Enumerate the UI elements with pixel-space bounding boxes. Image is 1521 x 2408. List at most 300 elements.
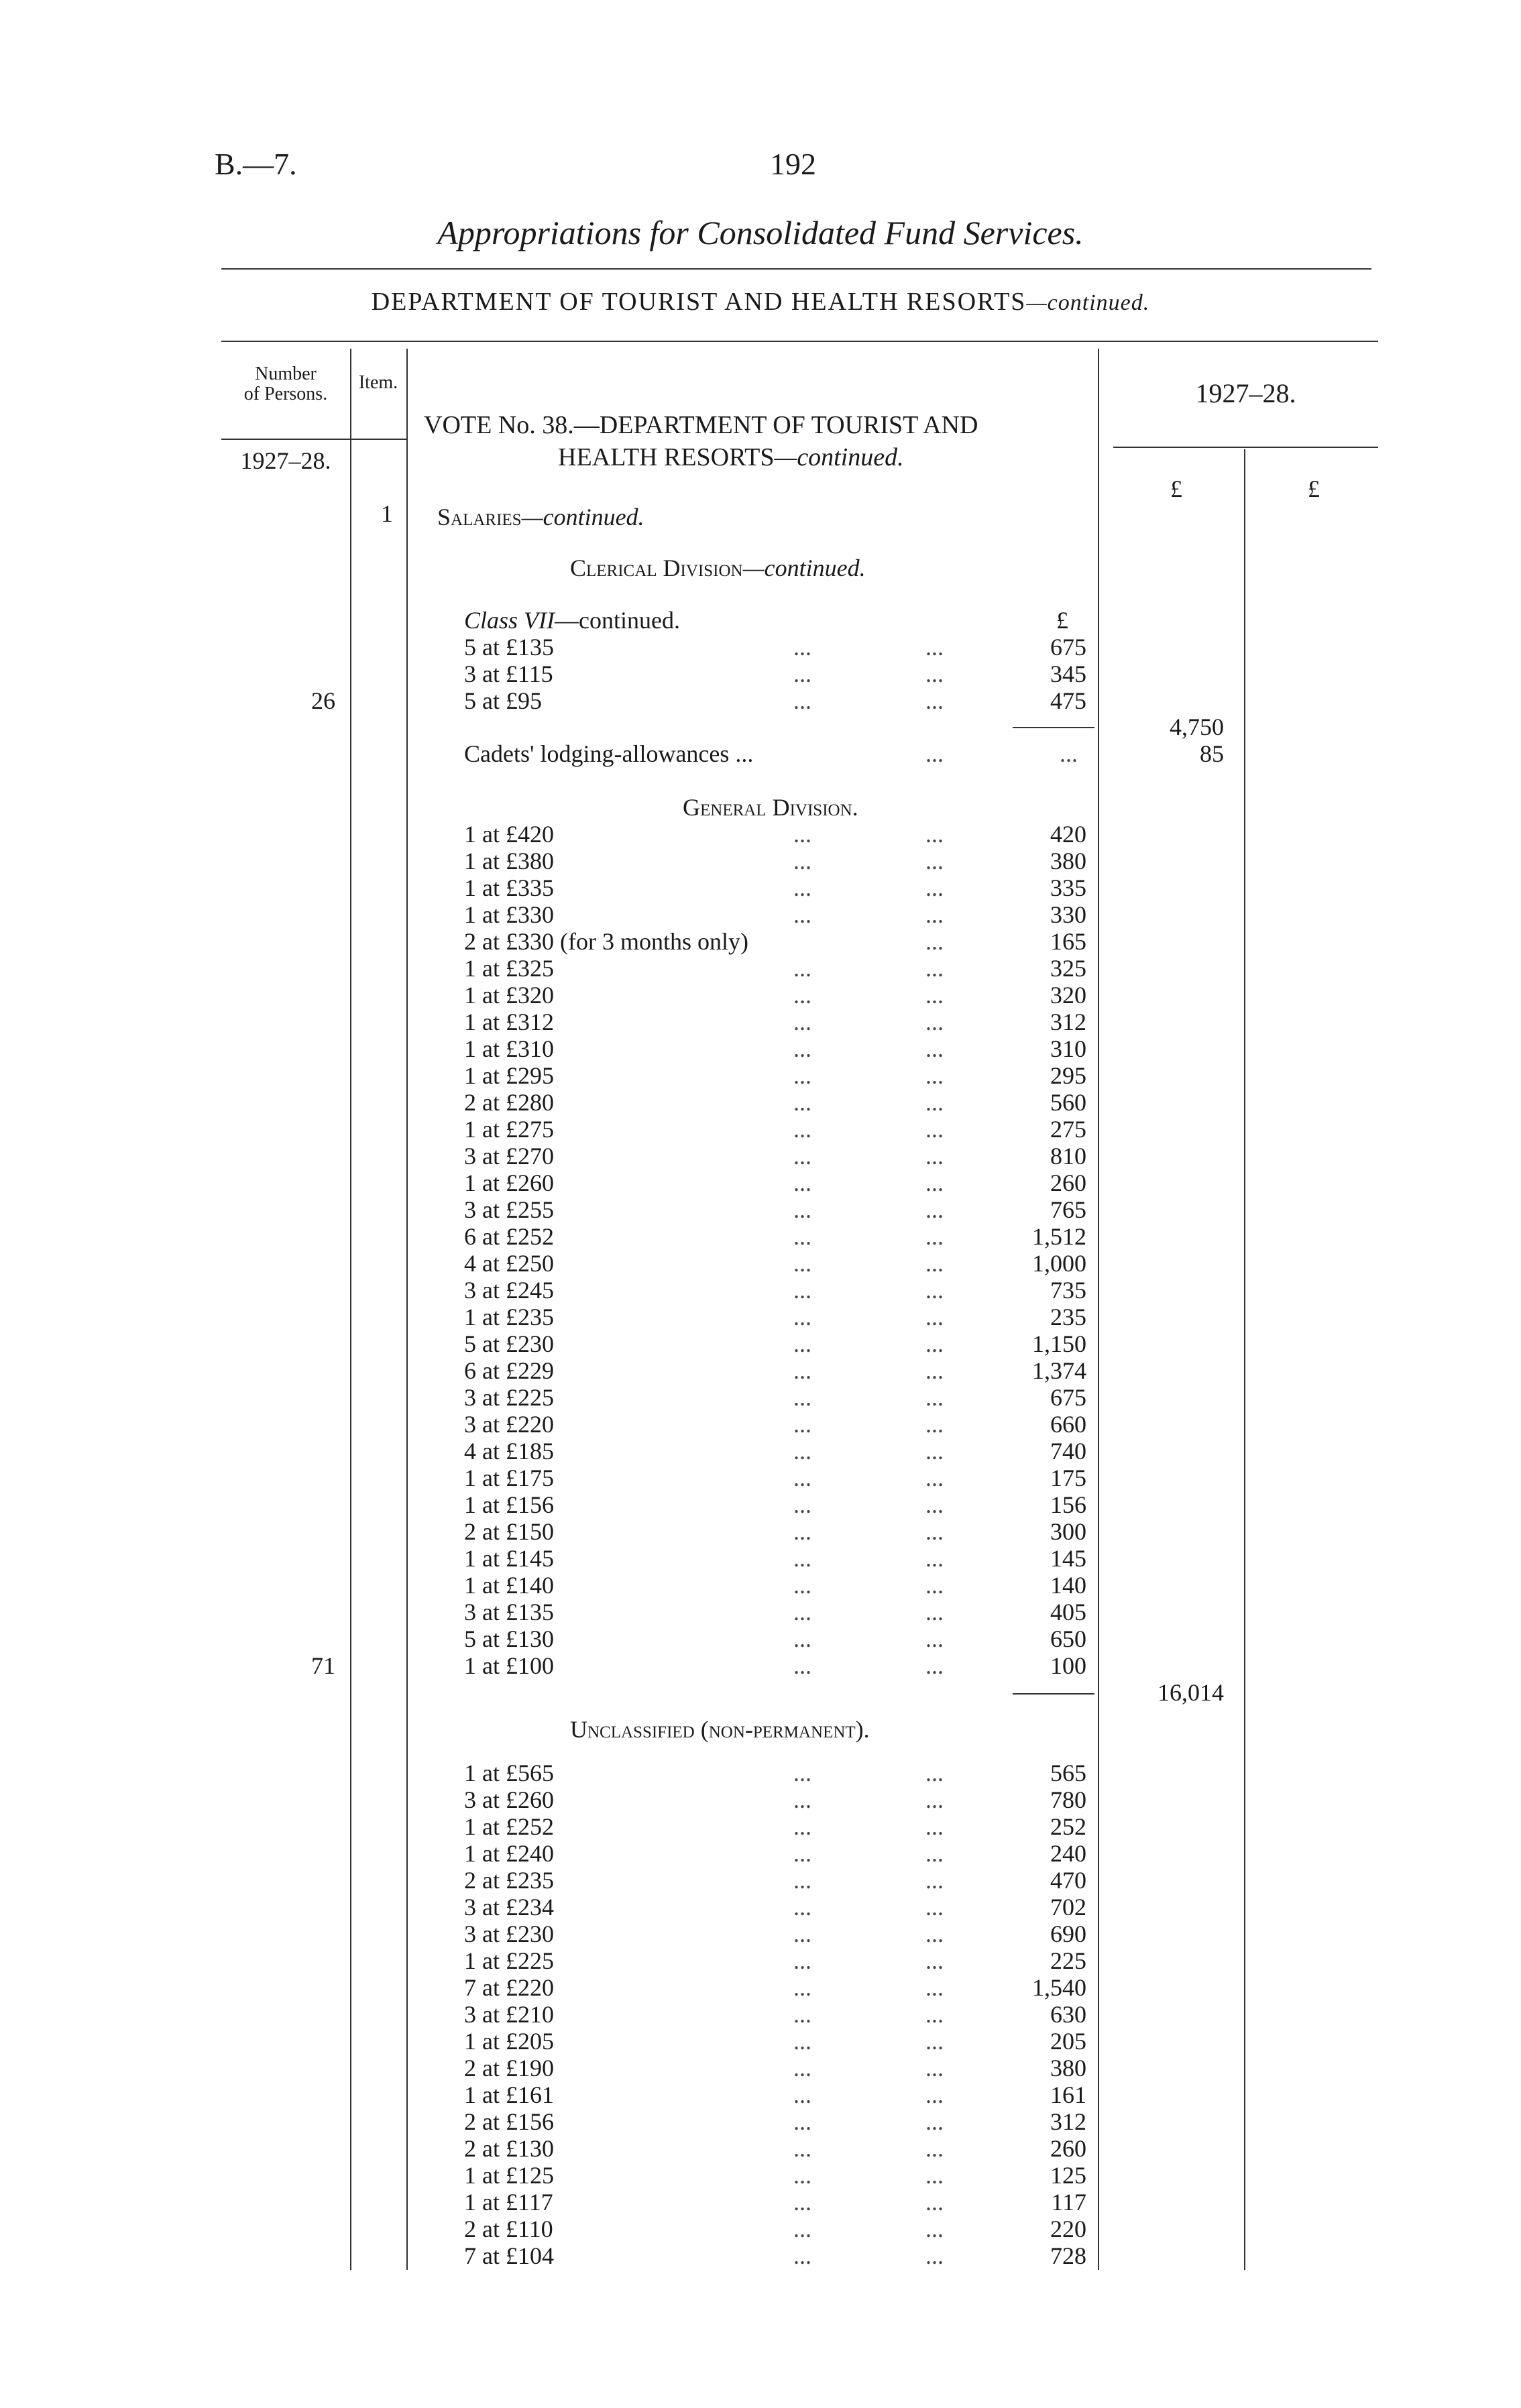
leader-dots: ... [793,1062,811,1089]
leader-dots: ... [925,1572,944,1599]
leader-dots: ... [925,1116,944,1143]
row-description: 3 at £135 [464,1599,554,1625]
salary-row [0,1357,1521,1383]
salary-row [0,874,1521,901]
leader-dots: ... [925,2135,944,2162]
salary-row [0,2054,1521,2081]
leader-dots: ... [793,1867,811,1894]
salary-row [0,1410,1521,1437]
row-description: 3 at £115 [464,661,553,687]
salary-row [0,901,1521,927]
leader-dots: ... [925,2242,944,2269]
row-amount: 702 [1050,1894,1086,1920]
salary-row [0,1517,1521,1544]
salaries-suffix: —continued. [521,504,644,530]
leader-dots: ... [793,1089,811,1116]
leader-dots: ... [793,2081,811,2108]
leader-dots: ... [925,821,944,848]
salary-row [0,1062,1521,1088]
leader-dots: ... [793,2001,811,2028]
leader-dots: ... [793,2055,811,2081]
clerical-heading-suffix: —continued. [742,555,866,581]
row-description: 2 at £280 [464,1089,554,1116]
leader-dots: ... [793,1813,811,1840]
leader-dots: ... [925,1250,944,1277]
row-description: 7 at £104 [464,2242,554,2269]
row-amount: 1,000 [1032,1250,1086,1277]
leader-dots: ... [925,901,944,928]
leader-dots: ... [793,1250,811,1277]
row-description: 1 at £161 [464,2081,554,2108]
salary-row [0,1759,1521,1786]
row-description: 3 at £234 [464,1894,554,1920]
row-amount: 1,540 [1032,1974,1086,2001]
leader-dots: ... [925,2189,944,2216]
department-heading [0,287,1521,317]
leader-dots: ... [925,1867,944,1894]
department-name: DEPARTMENT OF TOURIST AND HEALTH RESORTS [371,288,1027,316]
row-description: 1 at £205 [464,2028,554,2055]
row-amount: 225 [1050,1947,1086,1974]
salary-row [0,1866,1521,1893]
leader-dots: ... [925,1894,944,1920]
row-description: 3 at £220 [464,1411,554,1438]
clerical-subtotal: 4,750 [1170,713,1224,740]
leader-dots: ... [793,687,811,714]
row-amount: 380 [1050,2055,1086,2081]
row-description: 1 at £325 [464,955,554,982]
row-description: 2 at £156 [464,2108,554,2135]
row-amount: 810 [1050,1143,1086,1169]
leader-dots: ... [925,1089,944,1116]
leader-dots: ... [925,1438,944,1465]
row-description: 3 at £255 [464,1196,554,1223]
salary-row [0,2027,1521,2054]
row-amount: 117 [1051,2189,1086,2216]
leader-dots: ... [793,634,811,661]
row-amount: 420 [1050,821,1086,848]
row-amount: 260 [1050,2135,1086,2162]
general-division-heading: General Division. [683,794,858,821]
leader-dots: ... [793,1786,811,1813]
leader-dots: ... [793,1330,811,1357]
leader-dots: ... [793,2216,811,2242]
salary-row [0,981,1521,1008]
salary-row [0,1115,1521,1142]
leader-dots: ... [925,2216,944,2242]
leader-dots: ... [925,2108,944,2135]
row-amount: 345 [1050,661,1086,687]
row-amount: 235 [1050,1304,1086,1330]
salary-row [0,1625,1521,1652]
leader-dots: ... [793,848,811,874]
row-amount: 165 [1050,928,1086,955]
salary-row [0,1088,1521,1115]
leader-dots: ... [925,848,944,874]
leader-dots: ... [793,1920,811,1947]
salary-row [0,1786,1521,1813]
row-description: 1 at £320 [464,982,554,1009]
salary-row [0,1839,1521,1866]
row-amount: 475 [1050,687,1086,714]
row-amount: 310 [1050,1035,1086,1062]
row-amount: 380 [1050,848,1086,874]
persons-year: 1927–28. [240,447,331,474]
leader-dots: ... [925,1223,944,1250]
row-description: 5 at £130 [464,1625,554,1652]
row-amount: 675 [1050,634,1086,661]
row-description: 1 at £140 [464,1572,554,1599]
persons-heading-line1: Number [255,363,317,384]
row-amount: 325 [1050,955,1086,982]
salary-row [0,1947,1521,1973]
leader-dots: ... [925,1035,944,1062]
salary-row [0,2161,1521,2188]
row-description: 2 at £130 [464,2135,554,2162]
row-amount: 161 [1050,2081,1086,2108]
leader-dots: ... [925,874,944,901]
salaries-heading [437,503,644,531]
row-amount: 740 [1050,1438,1086,1465]
leader-dots: ... [925,1545,944,1572]
leader-dots: ... [793,1196,811,1223]
leader-dots: ... [793,1572,811,1599]
vote-heading-line1: VOTE No. 38.—DEPARTMENT OF TOURIST AND [424,411,978,439]
leader-dots: ... [793,2108,811,2135]
row-description: 1 at £335 [464,874,554,901]
top-rule [221,268,1371,270]
row-description: 3 at £270 [464,1143,554,1169]
currency-heading-2: £ [1308,475,1320,502]
leader-dots: ... [925,1947,944,1974]
leader-dots: ... [793,1143,811,1169]
leader-dots: ... [925,1277,944,1304]
page-number: 192 [770,147,816,181]
leader-dots: ... [793,1760,811,1786]
vote-heading-line2-text: HEALTH RESORTS [558,443,775,471]
lodging-dots-2: ... [1060,740,1078,767]
leader-dots: ... [793,1035,811,1062]
leader-dots: ... [793,1652,811,1679]
clerical-persons-total: 26 [311,687,335,714]
row-description: 1 at £380 [464,848,554,874]
row-description: 3 at £225 [464,1384,554,1411]
leader-dots: ... [925,1920,944,1947]
salary-row [0,1973,1521,2000]
row-amount: 140 [1050,1572,1086,1599]
row-amount: 312 [1050,1009,1086,1035]
leader-dots: ... [793,1411,811,1438]
row-description: 4 at £250 [464,1250,554,1277]
leader-dots: ... [793,2242,811,2269]
persons-heading-line2: of Persons. [243,384,328,404]
row-description: 1 at £235 [464,1304,554,1330]
leader-dots: ... [793,1625,811,1652]
row-amount: 405 [1050,1599,1086,1625]
row-description: 2 at £330 (for 3 months only) [464,928,748,955]
leader-dots: ... [925,928,944,955]
leader-dots: ... [925,1518,944,1545]
row-description: 1 at £330 [464,901,554,928]
row-amount: 125 [1050,2162,1086,2189]
class-label: Class VII [464,607,555,634]
row-amount: 145 [1050,1545,1086,1572]
year-heading-rule [1113,447,1378,448]
salary-row [0,847,1521,874]
leader-dots: ... [925,1009,944,1035]
row-description: 5 at £95 [464,687,542,714]
salary-row [0,1330,1521,1357]
row-description: 5 at £230 [464,1330,554,1357]
row-description: 4 at £185 [464,1438,554,1465]
salary-row [0,2242,1521,2269]
leader-dots: ... [793,1357,811,1384]
row-description: 7 at £220 [464,1974,554,2001]
salary-row [0,1303,1521,1330]
leader-dots: ... [925,2162,944,2189]
leader-dots: ... [793,2028,811,2055]
leader-dots: ... [793,1599,811,1625]
salary-row [0,660,1521,687]
salary-row [0,1544,1521,1571]
lodging-amount: 85 [1200,740,1224,767]
row-description: 1 at £100 [464,1652,554,1679]
leader-dots: ... [925,1196,944,1223]
salary-row [0,1383,1521,1410]
salary-row [0,1035,1521,1062]
salary-row [0,954,1521,981]
department-rule [221,341,1378,342]
row-description: 2 at £110 [464,2216,553,2242]
row-amount: 470 [1050,1867,1086,1894]
leader-dots: ... [793,1223,811,1250]
class-currency: £ [1056,607,1068,634]
salary-row [0,820,1521,847]
row-amount: 1,150 [1032,1330,1086,1357]
row-description: 1 at £175 [464,1465,554,1491]
salary-row [0,2188,1521,2215]
row-description: 1 at £125 [464,2162,554,2189]
leader-dots: ... [925,1813,944,1840]
salary-row [0,1222,1521,1249]
row-description: 1 at £156 [464,1491,554,1518]
row-amount: 312 [1050,2108,1086,2135]
row-amount: 175 [1050,1465,1086,1491]
row-description: 2 at £235 [464,1867,554,1894]
leader-dots: ... [793,1438,811,1465]
general-persons-total: 71 [311,1652,335,1679]
row-description: 1 at £295 [464,1062,554,1089]
leader-dots: ... [925,1330,944,1357]
row-amount: 156 [1050,1491,1086,1518]
row-description: 1 at £310 [464,1035,554,1062]
leader-dots: ... [925,1760,944,1786]
class-vii-heading [464,606,680,634]
leader-dots: ... [793,1894,811,1920]
row-description: 1 at £145 [464,1545,554,1572]
vote-heading-line2 [558,443,904,472]
leader-dots: ... [925,1786,944,1813]
leader-dots: ... [793,661,811,687]
leader-dots: ... [925,1465,944,1491]
row-description: 1 at £260 [464,1169,554,1196]
leader-dots: ... [925,2001,944,2028]
general-sum-rule [1013,1693,1094,1695]
class-suffix: —continued. [555,607,680,634]
row-amount: 728 [1050,2242,1086,2269]
row-amount: 675 [1050,1384,1086,1411]
row-description: 3 at £260 [464,1786,554,1813]
salary-row [0,1169,1521,1196]
row-amount: 690 [1050,1920,1086,1947]
row-amount: 205 [1050,2028,1086,2055]
leader-dots: ... [793,1009,811,1035]
leader-dots: ... [925,1974,944,2001]
leader-dots: ... [793,1169,811,1196]
persons-column-heading [221,364,350,404]
leader-dots: ... [925,1062,944,1089]
salary-row [0,1008,1521,1035]
leader-dots: ... [925,1411,944,1438]
row-description: 3 at £245 [464,1277,554,1304]
department-suffix: —continued. [1026,290,1150,315]
row-description: 2 at £190 [464,2055,554,2081]
salary-row [0,927,1521,954]
row-amount: 735 [1050,1277,1086,1304]
item-column-heading: Item. [358,372,398,393]
row-description: 5 at £135 [464,634,554,661]
lodging-dots-1: ... [925,740,944,767]
leader-dots: ... [925,2055,944,2081]
row-amount: 100 [1050,1652,1086,1679]
row-description: 1 at £252 [464,1813,554,1840]
general-subtotal: 16,014 [1158,1679,1224,1706]
salary-row [0,1249,1521,1276]
leader-dots: ... [793,1545,811,1572]
salary-row [0,1196,1521,1222]
row-description: 6 at £252 [464,1223,554,1250]
leader-dots: ... [925,1357,944,1384]
row-description: 1 at £117 [464,2189,553,2216]
currency-heading-1: £ [1170,475,1182,502]
unclassified-heading: Unclassified (non-permanent). [570,1716,870,1743]
row-description: 1 at £240 [464,1840,554,1867]
clerical-division-heading [570,554,866,582]
leader-dots: ... [925,2081,944,2108]
leader-dots: ... [925,1491,944,1518]
salary-row [0,1571,1521,1598]
leader-dots: ... [925,982,944,1009]
row-description: 3 at £210 [464,2001,554,2028]
salary-row [0,1437,1521,1464]
row-amount: 660 [1050,1411,1086,1438]
leader-dots: ... [793,1384,811,1411]
leader-dots: ... [925,2028,944,2055]
leader-dots: ... [925,1143,944,1169]
row-amount: 295 [1050,1062,1086,1089]
page-title: Appropriations for Consolidated Fund Services. [437,214,1084,251]
row-description: 1 at £420 [464,821,554,848]
persons-heading-rule [221,439,408,440]
row-amount: 560 [1050,1089,1086,1116]
leader-dots: ... [793,982,811,1009]
leader-dots: ... [793,874,811,901]
row-description: 1 at £565 [464,1760,554,1786]
row-description: 2 at £150 [464,1518,554,1545]
clerical-heading-label: Clerical Division [570,555,743,581]
salary-row [0,1464,1521,1491]
salary-row [0,2081,1521,2108]
salary-row [0,2108,1521,2134]
leader-dots: ... [793,1116,811,1143]
salary-row [0,1813,1521,1839]
leader-dots: ... [925,955,944,982]
leader-dots: ... [793,1518,811,1545]
lodging-allowance-label: Cadets' lodging-allowances ... [464,740,754,767]
row-amount: 240 [1050,1840,1086,1867]
row-amount: 252 [1050,1813,1086,1840]
row-description: 6 at £229 [464,1357,554,1384]
row-amount: 335 [1050,874,1086,901]
row-amount: 565 [1050,1760,1086,1786]
leader-dots: ... [925,634,944,661]
salary-row [0,1598,1521,1625]
leader-dots: ... [793,2135,811,2162]
salary-row [0,1276,1521,1303]
vote-heading-line2-suffix: —continued. [774,443,904,471]
salary-row [0,1920,1521,1947]
leader-dots: ... [925,661,944,687]
row-amount: 1,512 [1032,1223,1086,1250]
row-amount: 320 [1050,982,1086,1009]
leader-dots: ... [925,1652,944,1679]
salary-row [0,2134,1521,2161]
row-amount: 275 [1050,1116,1086,1143]
leader-dots: ... [925,687,944,714]
salary-row [0,1491,1521,1517]
salary-row [0,1893,1521,1920]
leader-dots: ... [793,821,811,848]
leader-dots: ... [793,1491,811,1518]
clerical-sum-rule [1013,727,1094,728]
leader-dots: ... [925,1304,944,1330]
row-amount: 220 [1050,2216,1086,2242]
row-amount: 330 [1050,901,1086,928]
salary-row [0,633,1521,660]
leader-dots: ... [925,1625,944,1652]
row-description: 1 at £275 [464,1116,554,1143]
leader-dots: ... [793,1465,811,1491]
item-number: 1 [381,500,393,527]
salary-row [0,1142,1521,1169]
leader-dots: ... [925,1169,944,1196]
row-amount: 780 [1050,1786,1086,1813]
row-amount: 1,374 [1032,1357,1086,1384]
leader-dots: ... [793,955,811,982]
leader-dots: ... [793,2162,811,2189]
row-description: 3 at £230 [464,1920,554,1947]
leader-dots: ... [793,1840,811,1867]
row-amount: 630 [1050,2001,1086,2028]
row-amount: 300 [1050,1518,1086,1545]
salary-row [0,2000,1521,2027]
leader-dots: ... [793,1947,811,1974]
row-description: 1 at £312 [464,1009,554,1035]
row-amount: 650 [1050,1625,1086,1652]
row-amount: 765 [1050,1196,1086,1223]
leader-dots: ... [793,1304,811,1330]
year-column-heading: 1927–28. [1195,378,1296,408]
